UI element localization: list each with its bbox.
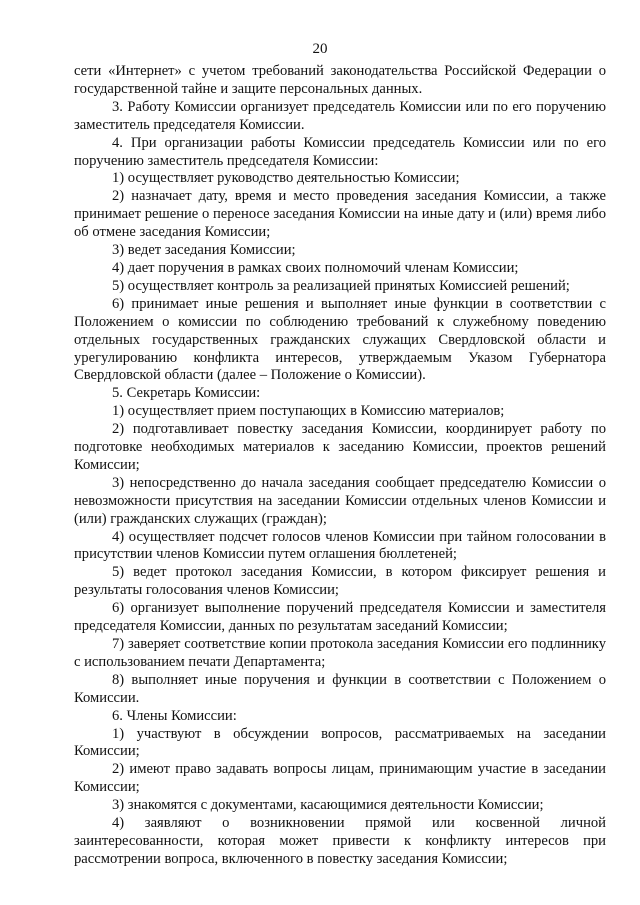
subitem-5-6: 6) организует выполнение поручений председателя Комиссии и заместителя председателя Комиссии, данных по результатам заседаний Комиссии; [74,600,606,635]
subitem-5-8: 8) выполняет иные поручения и функции в соответствии с Положением о Комиссии. [74,671,606,706]
subitem-5-5: 5) ведет протокол заседания Комиссии, в котором фиксирует решения и результаты голосования членов Комиссии; [74,564,606,599]
paragraph-item-5: 5. Секретарь Комиссии: [112,385,261,402]
paragraph-item-3: 3. Работу Комиссии организует председатель Комиссии или по его поручению заместитель председателя Комиссии. [74,98,606,133]
subitem-5-3: 3) непосредственно до начала заседания сообщает председателю Комиссии о невозможности присутствия на заседании Комиссии отдельных членов Комиссии и (или) гражданских служащих (граждан); [74,474,606,527]
subitem-5-7: 7) заверяет соответствие копии протокола заседания Комиссии его подлиннику с использованием печати Департамента; [74,636,606,670]
paragraph-continuation: сети «Интернет» с учетом требований законодательства Российской Федерации о государственной тайне и защите персональных данных. [74,63,606,97]
subitem-5-4: 4) осуществляет подсчет голосов членов Комиссии при тайном голосовании в присутствии членов Комиссии путем оглашения бюллетеней; [74,528,606,563]
subitem-4-1: 1) осуществляет руководство деятельностью Комиссии; [112,170,460,187]
subitem-5-2: 2) подготавливает повестку заседания Комиссии, координирует работу по подготовке необходимых материалов к заседанию Комиссии, проектов решений Комиссии; [74,421,606,473]
subitem-4-6: 6) принимает иные решения и выполняет иные функции в соответствии с Положением о комиссии по соблюдению требований к служебному поведению отдельных государственных гражданских служащих Свердловской области и урегулированию конфликта интересов, утверждаемым Указом Губернатора Свердловской области (далее – Положение о Комиссии). [74,295,606,384]
paragraph-item-6: 6. Члены Комиссии: [112,707,237,724]
document-body [74,63,606,869]
subitem-4-2: 2) назначает дату, время и место проведения заседания Комиссии, а также принимает решение о переносе заседания Комиссии на иные дату и (или) время либо об отмене заседания Комиссии; [74,188,606,241]
subitem-4-5: 5) осуществляет контроль за реализацией принятых Комиссией решений; [112,277,570,294]
paragraph-item-4: 4. При организации работы Комиссии председатель Комиссии или по его поручению заместитель председателя Комиссии: [74,134,606,169]
subitem-6-4: 4) заявляют о возникновении прямой или косвенной личной заинтересованности, которая может привести к конфликту интересов при рассмотрении вопроса, включенного в повестку заседания Комиссии; [74,815,606,867]
subitem-6-3: 3) знакомятся с документами, касающимися деятельности Комиссии; [112,797,544,814]
subitem-6-2: 2) имеют право задавать вопросы лицам, принимающим участие в заседании Комиссии; [74,761,606,796]
page-number: 20 [312,41,328,57]
subitem-6-1: 1) участвуют в обсуждении вопросов, рассматриваемых на заседании Комиссии; [74,725,606,760]
subitem-4-4: 4) дает поручения в рамках своих полномочий членам Комиссии; [112,259,519,276]
subitem-5-1: 1) осуществляет прием поступающих в Комиссию материалов; [112,403,505,420]
subitem-4-3: 3) ведет заседания Комиссии; [112,242,296,259]
